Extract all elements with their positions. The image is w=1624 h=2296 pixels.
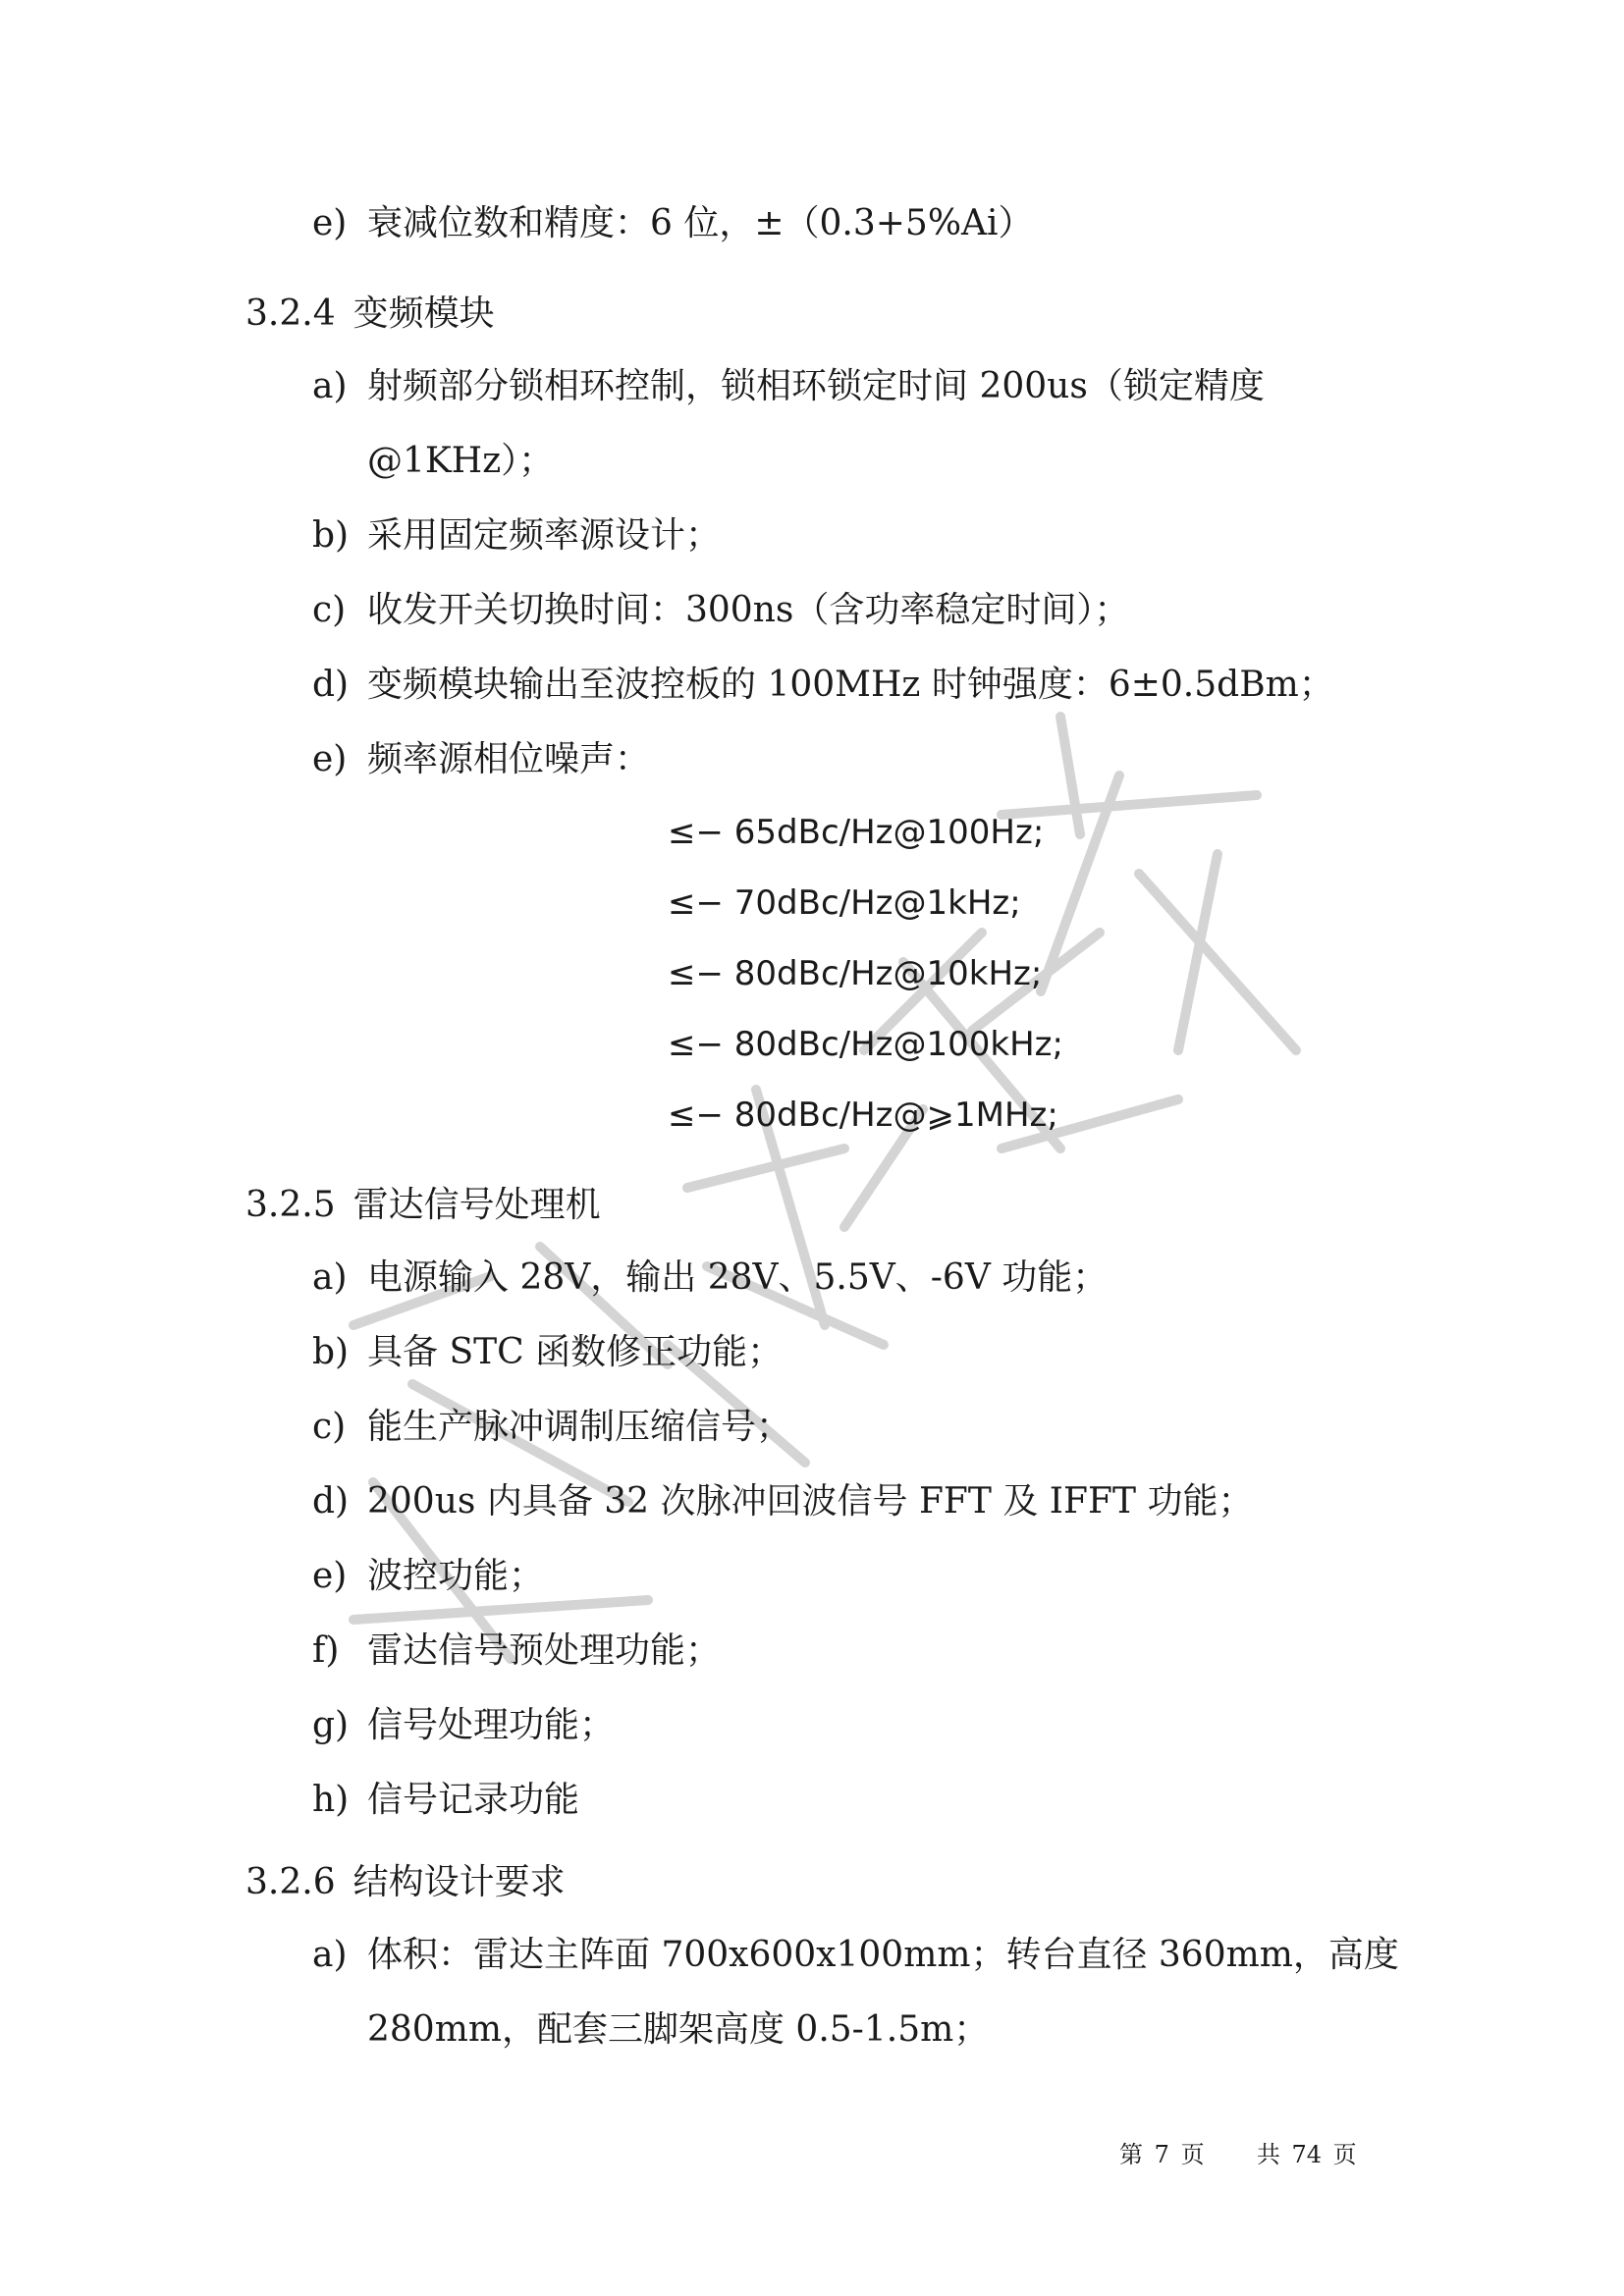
list-item-continuation: @1KHz）；: [367, 441, 555, 481]
item-text: 能生产脉冲调制压缩信号；: [367, 1407, 792, 1447]
list-item: [312, 1779, 579, 1822]
item-label: h): [312, 1780, 350, 1820]
list-item: [312, 664, 1334, 707]
item-text: 电源输入 28V，输出 28V、5.5V、-6V 功能；: [367, 1257, 1109, 1298]
item-label: b): [312, 515, 350, 556]
list-item: [312, 1555, 544, 1598]
list-item: [312, 1256, 1108, 1300]
item-label: d): [312, 1481, 350, 1522]
item-label: e): [312, 739, 348, 779]
item-text: 变频模块输出至波控板的 100MHz 时钟强度：6±0.5dBm；: [367, 665, 1334, 705]
item-text: 200us 内具备 32 次脉冲回波信号 FFT 及 IFFT 功能；: [367, 1481, 1254, 1522]
item-text: 射频部分锁相环控制，锁相环锁定时间 200us（锁定精度: [367, 366, 1265, 406]
list-item: [312, 202, 1034, 245]
list-item: [312, 1480, 1253, 1523]
list-item: [312, 1406, 791, 1449]
section-number: 3.2.4: [245, 294, 336, 334]
item-label: a): [312, 366, 348, 406]
list-item: [312, 1331, 783, 1374]
item-label: f): [312, 1630, 340, 1671]
page-prefix: 第: [1119, 2141, 1143, 2168]
item-text: 体积：雷达主阵面 700x600x100mm；转台直径 360mm，高度: [367, 1935, 1399, 1975]
section-title: 结构设计要求: [352, 1862, 566, 1902]
section-heading: [245, 1184, 601, 1227]
item-text: 频率源相位噪声：: [367, 739, 651, 779]
item-text: 信号处理功能；: [367, 1705, 616, 1745]
item-text: 收发开关切换时间：300ns（含功率稳定时间）；: [367, 590, 1130, 630]
phase-noise-line: ≤− 65dBc/Hz@100Hz;: [668, 813, 1045, 852]
page-suffix: 页: [1180, 2141, 1205, 2168]
item-label: e): [312, 203, 348, 243]
item-label: c): [312, 1407, 347, 1447]
phase-noise-line: ≤− 80dBc/Hz@⩾1MHz;: [668, 1095, 1058, 1135]
list-item: [312, 1704, 615, 1747]
total-suffix: 页: [1332, 2141, 1357, 2168]
total-prefix: 共: [1256, 2141, 1280, 2168]
phase-noise-line: ≤− 70dBc/Hz@1kHz;: [668, 883, 1021, 923]
list-item: [312, 738, 650, 781]
item-label: g): [312, 1705, 350, 1745]
section-number: 3.2.5: [245, 1185, 336, 1225]
section-title: 雷达信号处理机: [352, 1185, 601, 1225]
page-number: 7: [1154, 2141, 1169, 2168]
item-text: 雷达信号预处理功能；: [367, 1630, 722, 1671]
item-label: e): [312, 1556, 348, 1596]
item-label: c): [312, 590, 347, 630]
list-item: [312, 1934, 1399, 1977]
page-footer: [1119, 2140, 1361, 2169]
list-item: [312, 1629, 721, 1673]
item-label: a): [312, 1935, 348, 1975]
item-label: d): [312, 665, 350, 705]
list-item: [312, 589, 1129, 632]
phase-noise-line: ≤− 80dBc/Hz@100kHz;: [668, 1025, 1063, 1064]
section-number: 3.2.6: [245, 1862, 336, 1902]
item-text: 波控功能；: [367, 1556, 545, 1596]
item-label: b): [312, 1332, 350, 1372]
phase-noise-line: ≤− 80dBc/Hz@10kHz;: [668, 954, 1043, 993]
section-title: 变频模块: [352, 294, 495, 334]
section-heading: [245, 1861, 566, 1904]
section-heading: [245, 293, 495, 336]
item-label: a): [312, 1257, 348, 1298]
list-item: [312, 365, 1265, 408]
list-item: [312, 514, 721, 558]
item-text: 信号记录功能: [367, 1780, 580, 1820]
list-item-continuation: 280mm，配套三脚架高度 0.5-1.5m；: [367, 2009, 990, 2050]
item-text: 具备 STC 函数修正功能；: [367, 1332, 784, 1372]
item-text: 采用固定频率源设计；: [367, 515, 722, 556]
item-text: 衰减位数和精度：6 位，±（0.3+5%Ai）: [367, 203, 1034, 243]
total-pages: 74: [1291, 2141, 1323, 2168]
